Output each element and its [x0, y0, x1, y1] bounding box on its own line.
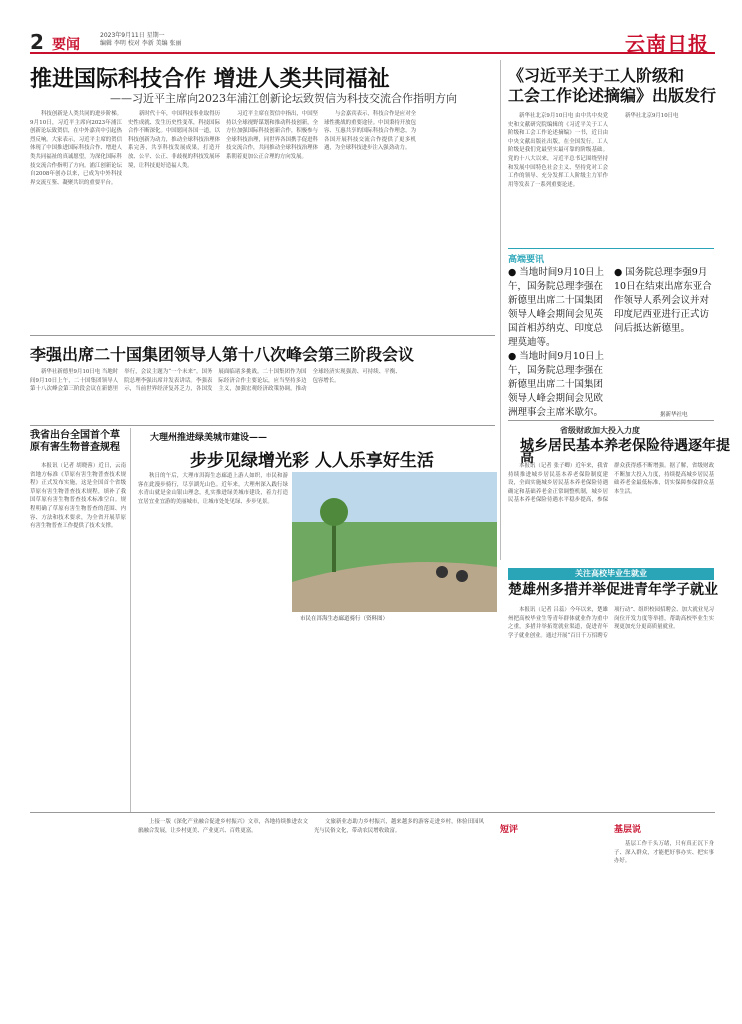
rural-text: 本报讯（记者 胡晓蓉）近日，云南省地方标准《草原有害生物普查技术规程》正式发布实施，这是全国首个省级草原有害生物普查技术规程，填补了我国草原有害生物普查技术标准空白。规程明确了草原有害生物普查的范围、内容、方法和技术要求，为全省开展草原有害生物普查工作提供了技术支撑。	[30, 463, 126, 530]
village-headline: 步步见绿增光彩 人人乐享好生活	[190, 451, 434, 471]
section-rule	[30, 335, 495, 336]
date-text: 2023年9月11日 星期一	[100, 32, 165, 39]
lead-column-3	[226, 110, 318, 330]
photo-illustration	[292, 472, 497, 612]
village-caption: 市民在洱海生态廊道骑行（资料图）	[300, 616, 389, 622]
book-text: 新华社北京9月10日电 由中共中央党史和文献研究院编辑的《习近平关于工人阶级和工会工作论述摘编》一书，近日由中央文献出版社出版，在全国发行。工人阶级是我们党最坚实最可靠的阶级基础。党的十八大以来，习近平总书记围绕坚持和发展中国特色社会主义、坚持党对工会工作的领导、充分发挥工人阶级主力军作用等发表了一系列重要论述。	[508, 113, 608, 188]
section-name: 要闻	[52, 37, 80, 53]
jobs-tag: 关注高校毕业生就业	[508, 568, 714, 580]
book-headline	[508, 66, 716, 106]
page-header	[30, 30, 715, 54]
book-title-line-1: 《习近平关于工人阶级和	[508, 66, 685, 85]
column-divider	[500, 60, 501, 560]
newspaper-logo: 云南日报	[625, 32, 709, 56]
rural-body	[30, 462, 126, 992]
section-rule-2	[30, 425, 495, 426]
commentary-tag: 短评	[500, 825, 519, 835]
briefs-tag: 高端要讯	[508, 255, 545, 265]
book-title-line-2: 工会工作论述摘编》出版发行	[508, 86, 717, 105]
grassroots-tag: 基层说	[614, 825, 642, 835]
village-body-1	[138, 472, 288, 612]
lead-text-4: 与会嘉宾表示，科技合作是应对全球性挑战的重要途径。中国秉持开放包容、互惠共享的国际科技合作理念，为各国开展科技交流合作提供了更多机遇，为全球科技进步注入强劲动力。	[324, 111, 416, 152]
editor-text: 编辑 李明 校对 李新 美编 张丽	[100, 40, 182, 47]
book-source: 新华社北京9月10日电	[625, 113, 679, 119]
lead-column-2	[128, 110, 220, 330]
insurance-text: 本报讯（记者 张子卿）近年来，我省持续推进城乡居民基本养老保险制度建设，全面实施城乡居民基本养老保险待遇确定和基础养老金正常调整机制，城乡居民基本养老保险待遇水平稳步提高，参保群众获得感不断增强。据了解，省级财政不断加大投入力度，持续提高城乡居民基础养老金最低标准，切实保障参保群众基本生活。	[508, 463, 714, 504]
brief-item-1: ● 当地时间9月10日上午，国务院总理李强在新德里出席二十国集团领导人峰会期间会见英国首相苏纳克、印度总理莫迪等。	[508, 267, 604, 348]
jobs-text: 本报讯（记者 吕蕊）今年以来，楚雄州把高校毕业生等青年群体就业作为重中之重，多措并举拓宽就业渠道，促进青年学子就业创业。通过开展“百日千万招聘专项行动”、组织校园招聘会、加大就业见习岗位开发力度等举措，帮助高校毕业生实现更加充分更高质量就业。	[508, 607, 714, 639]
insurance-kicker: 省级财政加大投入力度	[560, 425, 640, 435]
lead-headline: 推进国际科技合作 增进人类共同福祉	[30, 66, 390, 92]
brief-item-2: ● 当地时间9月10日上午，国务院总理李强在新德里出席二十国集团领导人峰会期间会见欧洲理事会主席米歇尔。	[508, 351, 604, 418]
bottom-mid-text: 文旅新业态助力乡村振兴，越来越多的游客走进乡村，体验田园风光与民俗文化，带动农民增收致富。	[314, 819, 484, 834]
date-line	[100, 32, 182, 48]
g20-headline: 李强出席二十国集团领导人第十八次峰会第三阶段会议	[30, 345, 415, 364]
lead-text-2: 新时代十年，中国科技事业取得历史性成就、发生历史性变革，科技国际合作不断深化。中国愿同各国一道，以科技创新为动力，推动全球科技治理体系完善，共享科技发展成果，打造开放、公平、公正、非歧视的科技发展环境，让科技更好造福人类。	[128, 111, 220, 169]
book-column-2	[614, 112, 714, 242]
brief-item-3: ● 国务院总理李强9月10日在结束出席东亚合作领导人系列会议并对印度尼西亚进行正式访问后抵达新德里。	[614, 267, 712, 334]
insurance-rule	[508, 420, 714, 421]
briefs-source: 据新华社电	[660, 412, 688, 418]
grassroots-text: 基层工作千头万绪，只有真正沉下身子、深入群众，才能把好事办实、把实事办好。	[614, 841, 714, 865]
grassroots-body	[614, 840, 714, 990]
book-column-1	[508, 112, 608, 242]
village-kicker: 大理州推进绿美城市建设——	[150, 433, 268, 443]
briefs-rule	[508, 248, 714, 249]
bottom-left-text: 上接一版《深化产业融合促进乡村振兴》文章，各地持续推进农文旅融合发展，让乡村更美、产业更兴、百姓更富。	[138, 819, 308, 834]
jobs-headline: 楚雄州多措并举促进青年学子就业	[508, 582, 718, 598]
g20-body	[30, 368, 495, 420]
lead-column-1	[30, 110, 122, 330]
insurance-body	[508, 462, 714, 562]
bottom-mid-body	[314, 818, 484, 998]
lead-column-4	[324, 110, 416, 330]
lead-text-1: 科技创新是人类共同的进步阶梯。9月10日，习近平主席向2023年浦江创新论坛致贺信，在中外嘉宾中引起热烈反响。大家表示，习近平主席的贺信体现了中国推进国际科技合作、增进人类共同福祉的真诚愿望，为深化国际科技交流合作指明了方向。浦江创新论坛自2008年创办以来，已成为中外科技界交流互鉴、凝聚共识的重要平台。	[30, 111, 122, 186]
village-text: 秋日的午后，大理市洱海生态廊道上游人如织，市民和游客在此漫步骑行，尽享湖光山色。近年来，大理州深入践行绿水青山就是金山银山理念，扎实推进绿美城市建设，着力打造宜居宜业宜游的美丽城市，让城市处处见绿、步步见景。	[138, 473, 288, 505]
g20-text: 新华社新德里9月10日电 当地时间9月10日上午，二十国集团领导人第十八次峰会第三阶段会议在新德里举行，会议主题为“一个未来”。国务院总理李强出席并发表讲话。李强表示，当前世界经济复苏乏力，各国发展面临诸多挑战。二十国集团作为国际经济合作主要论坛，应当坚持多边主义，加强宏观经济政策协调，推动全球经济实现强劲、可持续、平衡、包容增长。	[30, 369, 401, 393]
jobs-body	[508, 606, 714, 806]
village-photo	[292, 472, 497, 612]
insurance-headline: 城乡居民基本养老保险待遇逐年提高	[520, 438, 730, 466]
lead-subtitle: ——习近平主席向2023年浦江创新论坛致贺信为科技交流合作指明方向	[110, 92, 457, 105]
column-divider-2	[130, 428, 131, 813]
bottom-left-body	[138, 818, 308, 998]
rural-headline: 我省出台全国首个草原有害生物普查规程	[30, 430, 120, 453]
page-number: 2	[30, 30, 44, 54]
bottom-rule	[30, 812, 715, 813]
lead-text-3: 习近平主席在贺信中指出，中国坚持以全球视野谋划和推动科技创新，全方位加强国际科技创新合作，积极参与全球科技治理，同世界各国携手促进科技交流合作，共同推动全球科技治理体系朝着更加公正合理的方向发展。	[226, 111, 318, 160]
